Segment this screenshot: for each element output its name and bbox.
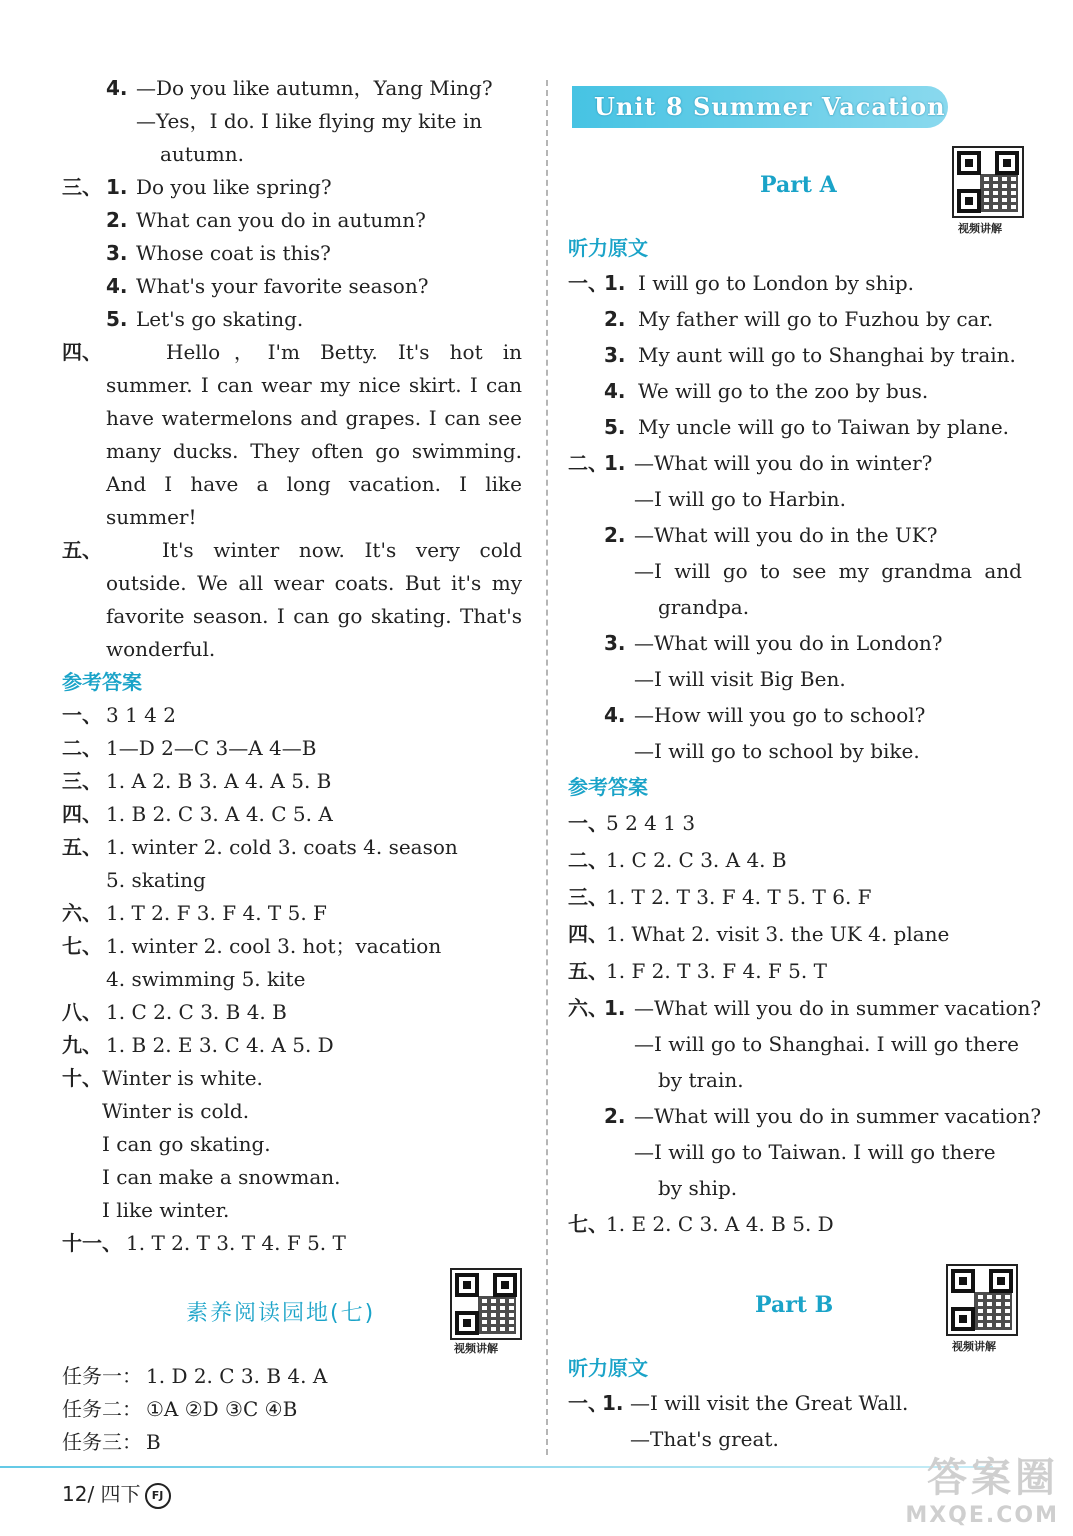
section-6-line: by train.	[658, 1068, 744, 1092]
answer-row: 三、 1. T 2. T 3. F 4. T 5. T 6. F	[568, 885, 872, 909]
task-row: 任务二： ①A ②D ③C ④B	[62, 1397, 298, 1421]
qr-caption: 视频讲解	[454, 1342, 498, 1355]
qr-code-icon[interactable]	[952, 146, 1024, 218]
task-row: 任务三： B	[62, 1430, 161, 1454]
watermark: 答案圈 MXQE.COM	[905, 1455, 1059, 1528]
answer-row: 四、 1. B 2. C 3. A 4. C 5. A	[62, 802, 333, 826]
answer-row: 十一、 1. T 2. T 3. T 4. F 5. T	[62, 1231, 346, 1255]
section-4-line: summer. I can wear my nice skirt. I can	[106, 373, 522, 397]
answer-row: 四、 1. What 2. visit 3. the UK 4. plane	[568, 922, 950, 946]
section-1-item: 一、 1. I will go to London by ship.	[568, 271, 915, 295]
answer-row: 一、 5 2 4 1 3	[568, 811, 696, 835]
answer-row: 一、 3 1 4 2	[62, 703, 176, 727]
section-5-line: outside. We all wear coats. But it's my	[106, 571, 522, 595]
part-b-title: Part B	[755, 1292, 834, 1318]
section-3-item: 2. What can you do in autumn?	[106, 208, 426, 232]
section-3-item: 三、 1. Do you like spring?	[62, 175, 332, 199]
section-2-line: 二、 1. —What will you do in winter?	[568, 451, 933, 475]
part-b-line: 一、 1. —I will visit the Great Wall.	[568, 1391, 909, 1415]
section-2-line: 2. —What will you do in the UK?	[604, 523, 938, 547]
dialog-line: 4. —Do you like autumn，Yang Ming?	[106, 76, 493, 100]
page-footer	[62, 1478, 171, 1509]
section-4-line: And I have a long vacation. I like	[106, 472, 522, 496]
section-2-line: —I will visit Big Ben.	[634, 667, 846, 691]
dialog-line: autumn.	[160, 142, 244, 166]
section-4-line: have watermelons and grapes. I can see	[106, 406, 522, 430]
qr-code-icon[interactable]	[450, 1268, 522, 1340]
section-6-line: —I will go to Shanghai. I will go there	[634, 1032, 1019, 1056]
answers-heading: 参考答案	[568, 775, 648, 799]
reading-title: 素养阅读园地(七)	[186, 1301, 376, 1326]
answer-row: I can go skating.	[102, 1132, 271, 1156]
qr-caption: 视频讲解	[952, 1340, 996, 1353]
section-1-item: 3. My aunt will go to Shanghai by train.	[604, 343, 1016, 367]
section-2-line: —I will go to see my grandma and	[634, 559, 1022, 583]
section-5-line: wonderful.	[106, 637, 216, 661]
section-5-line: favorite season. I can go skating. That's	[106, 604, 522, 628]
section-3-item: 3. Whose coat is this?	[106, 241, 331, 265]
section-2-line: 4. —How will you go to school?	[604, 703, 926, 727]
answer-row: 七、 1. winter 2. cool 3. hot；vacation	[62, 934, 442, 958]
answer-row: 5. skating	[106, 868, 206, 892]
section-6-line: 六、 1. —What will you do in summer vacation?	[568, 996, 1042, 1020]
reading-section-header	[62, 1260, 524, 1360]
answer-row: 二、 1—D 2—C 3—A 4—B	[62, 736, 317, 760]
listening-heading: 听力原文	[568, 1356, 648, 1380]
section-6-line: —I will go to Taiwan. I will go there	[634, 1140, 996, 1164]
qr-code-icon[interactable]	[946, 1264, 1018, 1336]
right-column	[568, 232, 1042, 1242]
section-2-line: 3. —What will you do in London?	[604, 631, 943, 655]
answer-row: I can make a snowman.	[102, 1165, 341, 1189]
answer-row: 十、 Winter is white.	[62, 1066, 263, 1090]
section-1-item: 5. My uncle will go to Taiwan by plane.	[604, 415, 1010, 439]
section-4-line: 四、 Hello，I'm Betty. It's hot in	[62, 340, 522, 364]
footer-rule	[0, 1466, 993, 1468]
part-b-content	[568, 1352, 1024, 1457]
section-6-line: by ship.	[658, 1176, 738, 1200]
answer-row: 八、 1. C 2. C 3. B 4. B	[62, 1000, 287, 1024]
edition-badge: FJ	[145, 1483, 171, 1509]
answer-row: 五、 1. winter 2. cold 3. coats 4. season	[62, 835, 458, 859]
page-number: 12/ 四下	[62, 1482, 141, 1506]
part-a-title: Part A	[760, 172, 837, 198]
answer-row: 五、 1. F 2. T 3. F 4. F 5. T	[568, 959, 827, 983]
section-3-item: 5. Let's go skating.	[106, 307, 304, 331]
left-column	[62, 72, 524, 1459]
answer-row: Winter is cold.	[102, 1099, 250, 1123]
answer-row: 三、 1. A 2. B 3. A 4. A 5. B	[62, 769, 332, 793]
answer-row: 七、 1. E 2. C 3. A 4. B 5. D	[568, 1212, 834, 1236]
section-2-line: —I will go to school by bike.	[634, 739, 920, 763]
task-row: 任务一： 1. D 2. C 3. B 4. A	[62, 1364, 328, 1388]
section-3-item: 4. What's your favorite season?	[106, 274, 429, 298]
answer-row: 二、 1. C 2. C 3. A 4. B	[568, 848, 787, 872]
unit-title-banner: Unit 8 Summer Vacation	[572, 86, 948, 128]
dialog-line: —Yes，I do. I like flying my kite in	[136, 109, 483, 133]
qr-caption: 视频讲解	[958, 222, 1002, 235]
answer-row: I like winter.	[102, 1198, 230, 1222]
section-6-line: 2. —What will you do in summer vacation?	[604, 1104, 1042, 1128]
answer-row: 九、 1. B 2. E 3. C 4. A 5. D	[62, 1033, 334, 1057]
section-2-line: grandpa.	[658, 595, 750, 619]
answer-row: 六、 1. T 2. F 3. F 4. T 5. F	[62, 901, 327, 925]
answers-heading: 参考答案	[62, 670, 142, 694]
listening-heading: 听力原文	[568, 236, 648, 260]
section-4-line: many ducks. They often go swimming.	[106, 439, 522, 463]
answer-row: 4. swimming 5. kite	[106, 967, 306, 991]
section-4-line: summer!	[106, 505, 197, 529]
section-1-item: 4. We will go to the zoo by bus.	[604, 379, 929, 403]
section-1-item: 2. My father will go to Fuzhou by car.	[604, 307, 994, 331]
column-divider	[546, 80, 548, 1455]
section-2-line: —I will go to Harbin.	[634, 487, 846, 511]
part-b-line: —That's great.	[630, 1427, 779, 1451]
section-5-line: 五、 It's winter now. It's very cold	[62, 538, 522, 562]
